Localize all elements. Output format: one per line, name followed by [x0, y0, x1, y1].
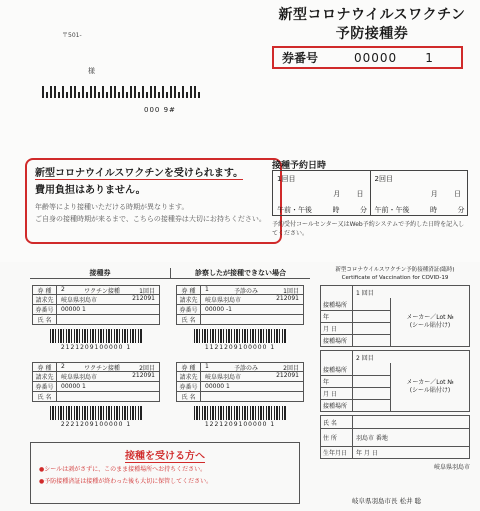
ticket-barcode: [194, 329, 286, 343]
postal-code: 〒501-: [62, 32, 82, 39]
certificate-dose2: 2 回目 接種場所 年 月 日 接種場所 メーカー／Lot № (シール貼付け): [320, 350, 470, 412]
eligibility-notice: [25, 158, 282, 244]
ticket-barcode-number: 1221209100000 1: [204, 421, 276, 428]
title-line1: 新型コロナウイルスワクチン: [278, 7, 466, 23]
ticket-barcode: [50, 329, 142, 343]
appointment-title: 接種予約日時: [272, 161, 327, 171]
certificate-issuer: 岐阜県羽島市: [433, 464, 470, 471]
notice-line1: 新型コロナウイルスワクチンを受けられます。: [35, 168, 244, 179]
appointment-note: 予約受付コールセンター又はWeb予約システムで予約した日時を記入してください。: [272, 221, 465, 237]
certificate-personal: 氏 名 住 所 羽島市 番地 生年月日 年 月 日: [320, 415, 470, 459]
instructions-title: 接種を受ける方へ: [125, 451, 205, 462]
certificate-title-en: Certificate of Vaccination for COVID-19: [341, 275, 449, 281]
ticket-card: 券 種 1 予診のみ 2回目 請求先 岐阜県羽島市 212091 券番号 00000 1 氏 名 1221209100000 1: [176, 362, 304, 428]
mayor-signature: 岐阜県羽島市長 松井 聡: [352, 497, 422, 505]
sort-number: 000 9#: [144, 106, 176, 114]
notice-line2: 費用負担はありません。: [35, 185, 146, 196]
ticket-barcode: [194, 406, 286, 420]
ticket-barcode-number: 2121209100000 1: [60, 344, 132, 351]
notice-body1: 年齢等により接種いただける時期が異なります。: [35, 203, 189, 211]
appointment-table: [272, 170, 468, 216]
ticket-card: 券 種 2 ワクチン接種 1回目 請求先 岐阜県羽島市 212091 券番号 00000 1 氏 名 2121209100000 1: [32, 285, 160, 351]
ticket-seq: 1: [425, 50, 433, 65]
ticket-number-label: 券番号: [282, 51, 319, 65]
certificate-title-ja: 新型コロナウイルスワクチン予防接種済証(臨時): [335, 267, 455, 273]
ticket-barcode: [50, 406, 142, 420]
ticket-barcode-number: 2221209100000 1: [60, 421, 132, 428]
ticket-number-box: [272, 46, 463, 69]
postal-barcode: [42, 86, 202, 98]
instructions-box: [30, 442, 300, 504]
instruction-item-1: ●シールは剥がさずに、このまま接種場所へお持ちください。: [39, 466, 207, 473]
instruction-item-2: ●予防接種済証は接種が終わった後も大切に保管してください。: [39, 478, 213, 485]
title-line2: 予防接種券: [335, 26, 409, 42]
certificate-dose1: 1 回目 接種場所 年 月 日 接種場所 メーカー／Lot № (シール貼付け): [320, 285, 470, 347]
document-title: [272, 6, 472, 44]
vaccination-certificate: [320, 266, 470, 488]
ticket-barcode-number: 1121209100000 1: [204, 344, 276, 351]
recipient-honorific: 様: [88, 67, 95, 75]
tickets-head-right: 診察したが接種できない場合: [170, 268, 310, 279]
notice-body2: ご自身の接種時期が来るまで、こちらの接種券は大切にお持ちください。: [35, 215, 266, 223]
appointment-first: 1回目 月 日 午前・午後 時 分: [277, 175, 367, 214]
ticket-number: 00000: [354, 50, 398, 65]
ticket-card: 券 種 1 予診のみ 1回目 請求先 岐阜県羽島市 212091 券番号 00000 -1 氏 名 1121209100000 1: [176, 285, 304, 351]
tickets-head-left: 接種券: [30, 268, 170, 279]
vaccination-tickets: [30, 268, 310, 433]
ticket-card: 券 種 2 ワクチン接種 2回目 請求先 岐阜県羽島市 212091 券番号 00000 1 氏 名 2221209100000 1: [32, 362, 160, 428]
appointment-second: 2回目 月 日 午前・午後 時 分: [370, 171, 468, 215]
